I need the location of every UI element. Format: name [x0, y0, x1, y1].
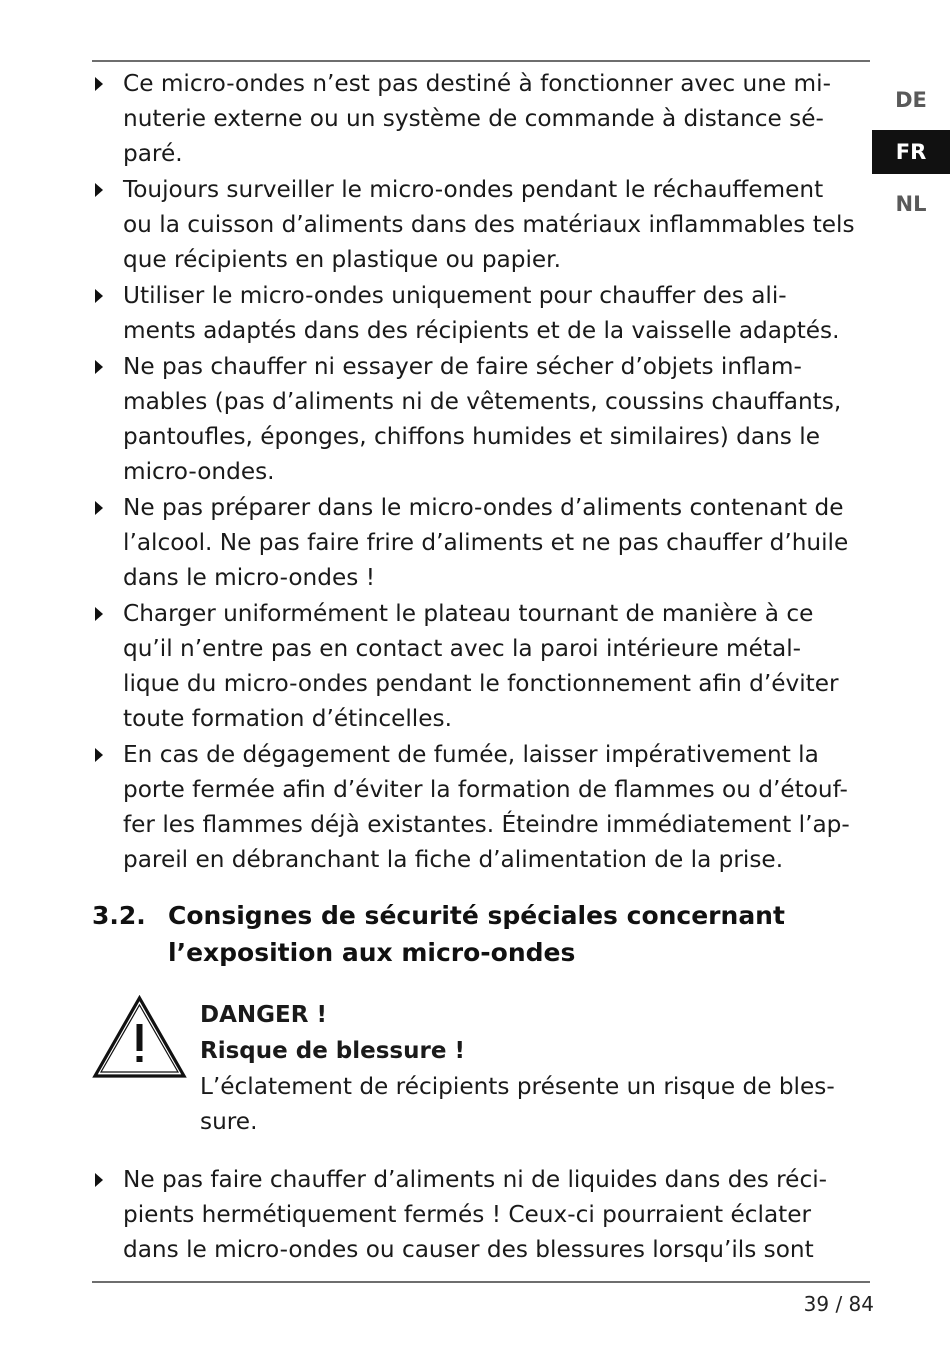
section-title-line: Consignes de sécurité spéciales concernant: [168, 901, 785, 930]
bullet-line: pients hermétiquement fermés ! Ceux-ci pourraient éclater: [123, 1201, 812, 1228]
top-rule: [92, 60, 870, 62]
bullet-arrow-icon: [95, 607, 103, 621]
bullet-arrow-icon: [95, 183, 103, 197]
bullet-line: paré.: [123, 140, 183, 167]
language-tabs: [872, 78, 950, 234]
warning-body: [200, 997, 860, 1139]
bullet-line: Ce micro-ondes n’est pas destiné à fonctionner avec une mi-: [123, 70, 831, 97]
bullet-line: Toujours surveiller le micro-ondes pendant le réchauffement: [123, 176, 824, 203]
bullet-arrow-icon: [95, 289, 103, 303]
bullet-line: pareil en débranchant la fiche d’alimentation de la prise.: [123, 846, 784, 873]
warning-title: DANGER !: [200, 1002, 327, 1028]
bullet-line: l’alcool. Ne pas faire frire d’aliments et ne pas chauffer d’huile: [123, 529, 849, 556]
bullet-line: En cas de dégagement de fumée, laisser impérativement la: [123, 741, 819, 768]
bullet-item: [92, 66, 874, 171]
warning-text-line: sure.: [200, 1108, 258, 1135]
section-number: 3.2.: [92, 901, 146, 930]
bullet-line: Utiliser le micro-ondes uniquement pour chauffer des ali-: [123, 282, 787, 309]
bullet-line: fer les flammes déjà existantes. Éteindre immédiatement l’ap-: [123, 811, 850, 838]
page-content: [92, 66, 874, 1267]
bullet-item: [92, 1162, 874, 1267]
bullet-line: pantoufles, éponges, chiffons humides et similaires) dans le: [123, 423, 820, 450]
section-title-line: l’exposition aux micro-ondes: [168, 938, 576, 967]
bullet-item: [92, 596, 874, 736]
page-number: 39 / 84: [803, 1292, 874, 1316]
language-tab-nl[interactable]: NL: [895, 192, 927, 216]
bullet-line: ments adaptés dans des récipients et de la vaisselle adaptés.: [123, 317, 840, 344]
warning-triangle-icon: [92, 995, 187, 1079]
bullet-arrow-icon: [95, 77, 103, 91]
bullet-line: micro-ondes.: [123, 458, 275, 485]
bullet-arrow-icon: [95, 748, 103, 762]
bullet-item: [92, 490, 874, 595]
bullet-item: [92, 278, 874, 348]
bottom-rule: [92, 1281, 870, 1283]
bullet-line: Ne pas faire chauffer d’aliments ni de liquides dans des réci-: [123, 1166, 828, 1193]
bullet-item: [92, 172, 874, 277]
language-tab-fr[interactable]: FR: [872, 130, 950, 174]
bullet-line: lique du micro-ondes pendant le fonctionnement afin d’éviter: [123, 670, 839, 697]
bullet-line: dans le micro-ondes !: [123, 564, 375, 591]
danger-warning: [92, 995, 874, 1162]
bullet-line: Ne pas chauffer ni essayer de faire sécher d’objets inflam-: [123, 353, 802, 380]
bullet-item: [92, 349, 874, 489]
language-tab-de[interactable]: DE: [895, 88, 927, 112]
bullet-item: [92, 737, 874, 877]
bullet-line: Ne pas préparer dans le micro-ondes d’aliments contenant de: [123, 494, 844, 521]
warning-subtitle: Risque de blessure !: [200, 1038, 465, 1064]
bullet-line: qu’il n’entre pas en contact avec la paroi intérieure métal-: [123, 635, 802, 662]
section-heading: [92, 897, 874, 971]
bullet-line: Charger uniformément le plateau tournant de manière à ce: [123, 600, 814, 627]
bullet-line: toute formation d’étincelles.: [123, 705, 452, 732]
bullet-arrow-icon: [95, 360, 103, 374]
bullet-line: porte fermée afin d’éviter la formation de flammes ou d’étouf-: [123, 776, 848, 803]
bullet-arrow-icon: [95, 1173, 103, 1187]
bullet-line: ou la cuisson d’aliments dans des matériaux inflammables tels: [123, 211, 855, 238]
bullet-line: nuterie externe ou un système de commande à distance sé-: [123, 105, 824, 132]
warning-text-line: L’éclatement de récipients présente un risque de bles-: [200, 1073, 835, 1100]
bullet-line: mables (pas d’aliments ni de vêtements, coussins chauffants,: [123, 388, 842, 415]
bullet-arrow-icon: [95, 501, 103, 515]
bullet-line: que récipients en plastique ou papier.: [123, 246, 561, 273]
bullet-line: dans le micro-ondes ou causer des blessures lorsqu’ils sont: [123, 1236, 814, 1263]
